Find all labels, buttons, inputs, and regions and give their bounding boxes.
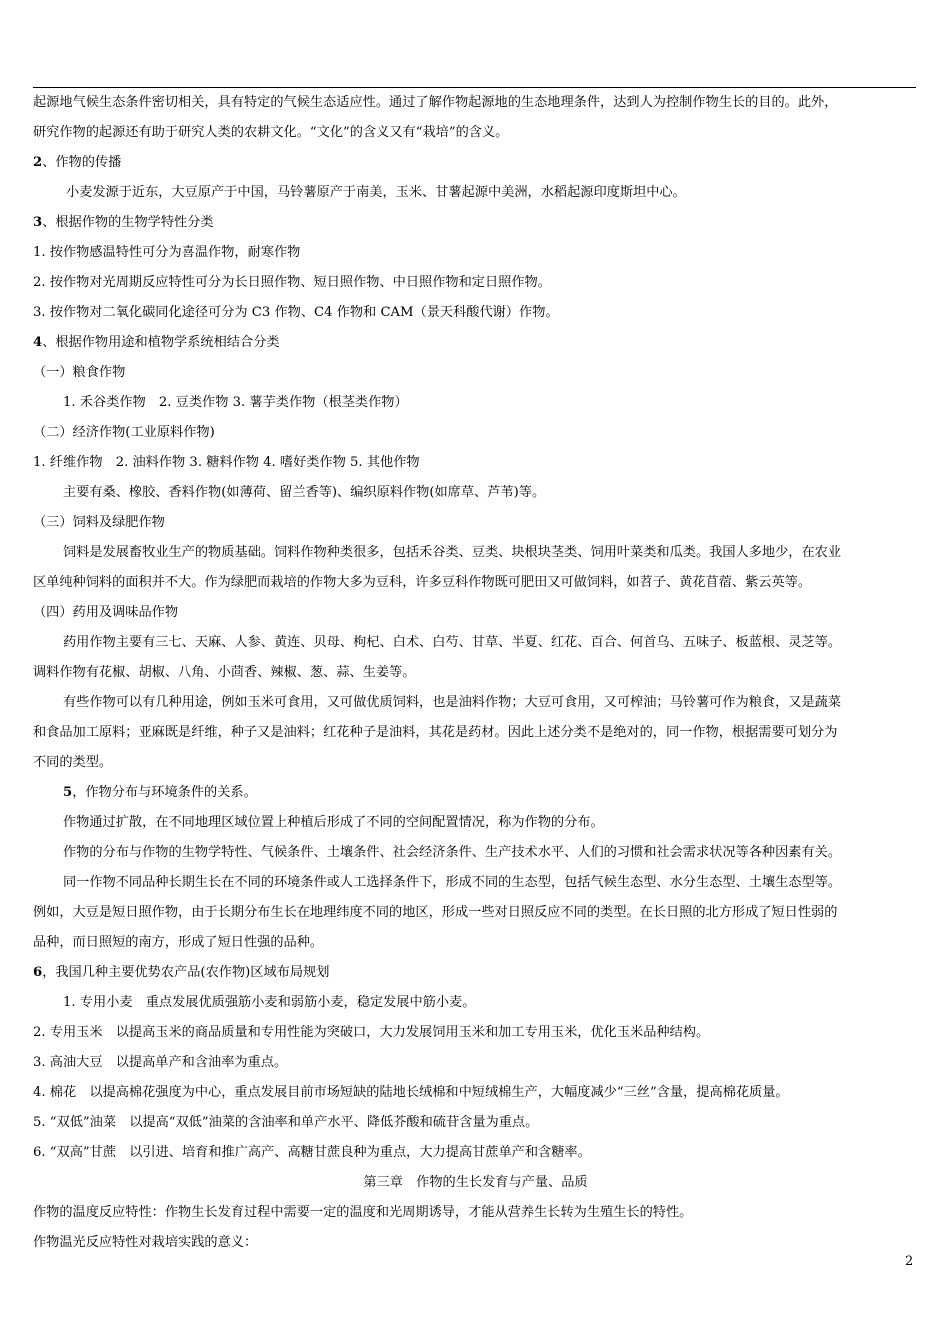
text-line: 作物的分布与作物的生物学特性、气候条件、土壤条件、社会经济条件、生产技术水平、人们的习惯和社会需求状况等各种因素有关。 (63, 845, 842, 860)
section-title: 、根据作物的生物学特性分类 (42, 215, 214, 230)
text-line: 药用作物主要有三七、天麻、人参、黄连、贝母、枸杞、白术、白芍、甘草、半夏、红花、百合、何首乌、五味子、板蓝根、灵芝等。 (63, 635, 842, 650)
section-number: 4 (33, 335, 43, 350)
chapter-title: 第三章 作物的生长发育与产量、品质 (363, 1175, 588, 1190)
subsection-heading: （二）经济作物(工业原料作物) (33, 425, 215, 440)
text-line: 研究作物的起源还有助于研究人类的农耕文化。“文化”的含义又有“栽培”的含义。 (33, 125, 509, 140)
text-line: 不同的类型。 (33, 755, 113, 770)
section-number: 2 (33, 155, 43, 170)
section-number: 3 (33, 215, 43, 230)
text-line: 主要有桑、橡胶、香料作物(如薄荷、留兰香等)、编织原料作物(如席草、芦苇)等。 (63, 485, 546, 500)
list-item: 2. 专用玉米 以提高玉米的商品质量和专用性能为突破口，大力发展饲用玉米和加工专用玉米，优化玉米品种结构。 (33, 1025, 710, 1040)
list-item: 5. “双低”油菜 以提高“双低”油菜的含油率和单产水平、降低芥酸和硫苷含量为重点。 (33, 1115, 539, 1130)
text-line: 作物的温度反应特性：作物生长发育过程中需要一定的温度和光周期诱导，才能从营养生长转为生殖生长的特性。 (33, 1205, 693, 1220)
text-line: 区单纯种饲料的面积并不大。作为绿肥而栽培的作物大多为豆科，许多豆科作物既可肥田又可做饲料，如苕子、黄花苜蓿、紫云英等。 (33, 575, 812, 590)
section-title: 、根据作物用途和植物学系统相结合分类 (42, 335, 280, 350)
page-number: 2 (905, 1254, 914, 1269)
section-title: ，我国几种主要优势农产品(农作物)区域布局规划 (42, 965, 330, 980)
header-rule (33, 87, 916, 88)
section-title: ，作物分布与环境条件的关系。 (72, 785, 257, 800)
list-item: 1. 纤维作物 2. 油料作物 3. 糖料作物 4. 嗜好类作物 5. 其他作物 (33, 455, 420, 470)
section-heading-3 (33, 213, 918, 233)
list-item: 1. 按作物感温特性可分为喜温作物，耐寒作物 (33, 245, 301, 260)
text-line: 饲料是发展畜牧业生产的物质基础。饲料作物种类很多，包括禾谷类、豆类、块根块茎类、饲用叶菜类和瓜类。我国人多地少，在农业 (63, 545, 842, 560)
text-line: 例如，大豆是短日照作物，由于长期分布生长在地理纬度不同的地区，形成一些对日照反应不同的类型。在长日照的北方形成了短日性弱的 (33, 905, 838, 920)
subsection-heading: （一）粮食作物 (33, 365, 126, 380)
text-line: 作物温光反应特性对栽培实践的意义： (33, 1235, 258, 1250)
section-title: 、作物的传播 (42, 155, 122, 170)
section-heading-2 (33, 153, 918, 173)
list-item: 3. 高油大豆 以提高单产和含油率为重点。 (33, 1055, 288, 1070)
text-line: 作物通过扩散，在不同地理区域位置上种植后形成了不同的空间配置情况，称为作物的分布。 (63, 815, 604, 830)
text-line: 小麦发源于近东，大豆原产于中国，马铃薯原产于南美，玉米、甘薯起源中美洲，水稻起源印度斯坦中心。 (66, 185, 686, 200)
text-line: 和食品加工原料；亚麻既是纤维，种子又是油料；红花种子是油料，其花是药材。因此上述分类不是绝对的，同一作物，根据需要可划分为 (33, 725, 838, 740)
list-item: 3. 按作物对二氧化碳同化途径可分为 C3 作物、C4 作物和 CAM（景天科酸代谢）作物。 (33, 305, 559, 320)
text-line: 有些作物可以有几种用途，例如玉米可食用，又可做优质饲料，也是油料作物；大豆可食用，又可榨油；马铃薯可作为粮食，又是蔬菜 (63, 695, 842, 710)
text-line: 品种，而日照短的南方，形成了短日性强的品种。 (33, 935, 324, 950)
section-number: 5 (63, 785, 73, 800)
section-heading-4 (33, 333, 918, 353)
list-item: 6. “双高”甘蔗 以引进、培育和推广高产、高糖甘蔗良种为重点，大力提高甘蔗单产和含糖率。 (33, 1145, 591, 1160)
list-item: 2. 按作物对光周期反应特性可分为长日照作物、短日照作物、中日照作物和定日照作物。 (33, 275, 551, 290)
subsection-heading: （三）饲料及绿肥作物 (33, 515, 165, 530)
subsection-heading: （四）药用及调味品作物 (33, 605, 179, 620)
text-line: 调料作物有花椒、胡椒、八角、小茴香、辣椒、葱、蒜、生姜等。 (33, 665, 416, 680)
section-heading-6 (33, 963, 918, 983)
text-line: 起源地气候生态条件密切相关，具有特定的气候生态适应性。通过了解作物起源地的生态地理条件，达到人为控制作物生长的目的。此外， (33, 95, 838, 110)
text-line: 同一作物不同品种长期生长在不同的环境条件或人工选择条件下，形成不同的生态型，包括气候生态型、水分生态型、土壤生态型等。 (63, 875, 842, 890)
section-heading-5 (63, 783, 918, 803)
list-item: 1. 专用小麦 重点发展优质强筋小麦和弱筋小麦，稳定发展中筋小麦。 (63, 995, 476, 1010)
section-number: 6 (33, 965, 43, 980)
list-item: 1. 禾谷类作物 2. 豆类作物 3. 薯芋类作物（根茎类作物） (63, 395, 408, 410)
list-item: 4. 棉花 以提高棉花强度为中心，重点发展目前市场短缺的陆地长绒棉和中短绒棉生产，大幅度减少“三丝”含量，提高棉花质量。 (33, 1085, 789, 1100)
